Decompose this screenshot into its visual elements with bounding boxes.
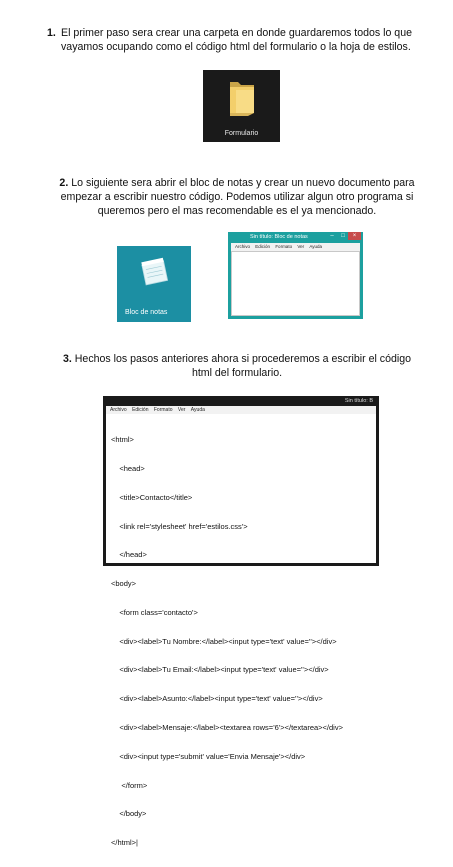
menu-ayuda[interactable]: Ayuda xyxy=(309,244,323,249)
code-line: </body> xyxy=(111,809,147,819)
title-bar xyxy=(228,232,363,243)
text-area[interactable] xyxy=(231,251,360,316)
step-2-number: 2. xyxy=(59,177,69,189)
title-bar xyxy=(103,396,379,406)
folder-tile[interactable] xyxy=(203,70,280,142)
minimize-icon[interactable]: – xyxy=(330,233,334,239)
code-line: <link rel='stylesheet' href='estilos.css'> xyxy=(111,521,248,531)
menu-bar xyxy=(231,243,360,251)
code-line: <title>Contacto</title> xyxy=(111,492,193,502)
menu-archivo[interactable]: Archivo xyxy=(235,244,251,249)
code-line: </html>| xyxy=(111,838,138,848)
menu-ver[interactable]: Ver xyxy=(177,407,186,413)
bloc-de-notas-label: Bloc de notas xyxy=(125,309,168,316)
step-1-number: 1. xyxy=(47,27,56,39)
folder-label: Formulario xyxy=(224,130,259,137)
step-2-text-block xyxy=(56,176,418,218)
code-line: <form class='contacto'> xyxy=(111,607,198,617)
step-3-text-block xyxy=(56,352,418,380)
window-title: Sin título: Bloc de notas xyxy=(250,234,308,240)
notepad-window-small xyxy=(228,232,363,319)
notepad-icon xyxy=(117,246,191,301)
code-line: <body> xyxy=(111,579,137,589)
folder-icon xyxy=(203,70,280,130)
menu-formato[interactable]: Formato xyxy=(153,407,173,413)
menu-edicion[interactable]: Edición xyxy=(132,407,149,413)
code-line: <head> xyxy=(111,463,145,473)
step-3-text: Hechos los pasos anteriores ahora si procederemos a escribir el código html del formulario. xyxy=(74,353,412,379)
code-line: </form> xyxy=(111,780,148,790)
text-area[interactable] xyxy=(106,414,376,848)
menu-archivo[interactable]: Archivo xyxy=(110,407,127,413)
step-1-text: El primer paso sera crear una carpeta en donde guardaremos todos lo que vayamos ocupando como el código html del formulario o la hoja de estilos. xyxy=(61,27,412,53)
code-listing xyxy=(111,416,343,867)
bloc-de-notas-tile[interactable] xyxy=(117,246,191,322)
code-line: </head> xyxy=(111,550,147,560)
menu-ver[interactable]: Ver xyxy=(297,244,305,249)
menu-ayuda[interactable]: Ayuda xyxy=(190,407,205,413)
step-2-text: Lo siguiente sera abrir el bloc de notas y crear un nuevo documento para empezar a escribir nuestro código. Podemos utilizar algun otro programa si queremos pero el mas recomendable es el ya mencionado. xyxy=(60,177,415,217)
maximize-icon[interactable]: □ xyxy=(341,233,345,239)
code-line: <div><label>Tu Email:</label><input type='text' value=''></div> xyxy=(111,665,329,675)
notepad-window-large xyxy=(103,396,379,848)
step-3-number: 3. xyxy=(62,353,72,365)
close-icon[interactable]: × xyxy=(348,232,361,240)
code-line: <div><label>Asunto:</label><input type='text' value=''></div> xyxy=(111,694,323,704)
code-line: <div><label>Tu Nombre:</label><input type='text' value=''></div> xyxy=(111,636,337,646)
code-line: <div><input type='submit' value='Envia Mensaje'></div> xyxy=(111,751,306,761)
window-title: Sin título: B xyxy=(344,398,373,404)
code-line: <div><label>Mensaje:</label><textarea rows='6'></textarea></div> xyxy=(111,723,343,732)
code-line: <html> xyxy=(111,435,134,445)
menu-bar xyxy=(106,406,376,414)
menu-edicion[interactable]: Edición xyxy=(255,244,271,249)
menu-formato[interactable]: Formato xyxy=(275,244,293,249)
